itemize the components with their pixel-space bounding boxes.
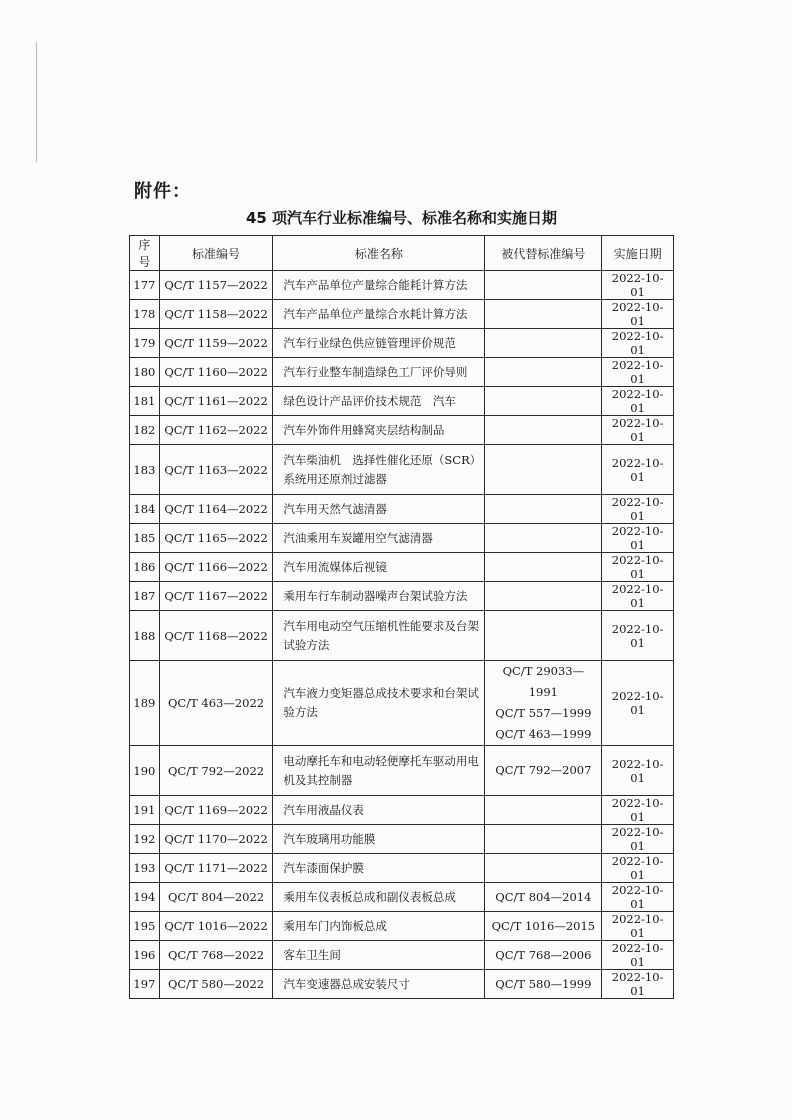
cell-replaced <box>485 746 602 796</box>
cell-seq: 190 <box>130 746 160 796</box>
cell-date: 2022-10-01 <box>602 271 674 300</box>
cell-code: QC/T 580—2022 <box>159 970 273 999</box>
cell-replaced <box>485 912 602 941</box>
cell-code: QC/T 768—2022 <box>159 941 273 970</box>
cell-date: 2022-10-01 <box>602 445 674 495</box>
cell-date: 2022-10-01 <box>602 941 674 970</box>
cell-seq: 191 <box>130 796 160 825</box>
cell-code: QC/T 463—2022 <box>159 661 273 746</box>
cell-replaced <box>485 582 602 611</box>
cell-seq: 195 <box>130 912 160 941</box>
cell-date: 2022-10-01 <box>602 300 674 329</box>
cell-replaced <box>485 300 602 329</box>
replaced-standard: QC/T 804—2014 <box>495 889 592 904</box>
cell-date: 2022-10-01 <box>602 854 674 883</box>
replaced-standard: QC/T 1016—2015 <box>491 918 596 933</box>
cell-replaced <box>485 271 602 300</box>
table-row <box>130 387 674 416</box>
cell-seq: 184 <box>130 495 160 524</box>
cell-name: 乘用车门内饰板总成 <box>273 912 485 941</box>
cell-replaced <box>485 825 602 854</box>
cell-code: QC/T 1165—2022 <box>159 524 273 553</box>
cell-seq: 188 <box>130 611 160 661</box>
cell-seq: 178 <box>130 300 160 329</box>
cell-replaced <box>485 524 602 553</box>
table-body <box>130 271 674 999</box>
cell-code: QC/T 1016—2022 <box>159 912 273 941</box>
document-title: 45 项汽车行业标准编号、标准名称和实施日期 <box>245 209 558 227</box>
cell-date: 2022-10-01 <box>602 582 674 611</box>
cell-code: QC/T 1167—2022 <box>159 582 273 611</box>
cell-date: 2022-10-01 <box>602 358 674 387</box>
replaced-standard: QC/T 557—1999 <box>495 706 592 720</box>
cell-name: 汽车产品单位产量综合能耗计算方法 <box>273 271 485 300</box>
cell-date: 2022-10-01 <box>602 912 674 941</box>
cell-seq: 193 <box>130 854 160 883</box>
cell-date: 2022-10-01 <box>602 416 674 445</box>
cell-replaced <box>485 661 602 746</box>
cell-date: 2022-10-01 <box>602 796 674 825</box>
table-row <box>130 883 674 912</box>
cell-replaced <box>485 445 602 495</box>
cell-name: 汽车行业整车制造绿色工厂评价导则 <box>273 358 485 387</box>
cell-replaced <box>485 358 602 387</box>
table-row <box>130 524 674 553</box>
header-seq: 序号 <box>130 236 160 271</box>
table-row <box>130 970 674 999</box>
replaced-standard: QC/T 792—2007 <box>495 763 592 777</box>
cell-name: 汽油乘用车炭罐用空气滤清器 <box>273 524 485 553</box>
table-row <box>130 912 674 941</box>
cell-seq: 196 <box>130 941 160 970</box>
cell-code: QC/T 1158—2022 <box>159 300 273 329</box>
cell-code: QC/T 1163—2022 <box>159 445 273 495</box>
cell-replaced <box>485 941 602 970</box>
cell-name: 汽车玻璃用功能膜 <box>273 825 485 854</box>
cell-name: 汽车用液晶仪表 <box>273 796 485 825</box>
table-row <box>130 746 674 796</box>
table-row <box>130 271 674 300</box>
cell-code: QC/T 1161—2022 <box>159 387 273 416</box>
table-row <box>130 611 674 661</box>
table-header-row <box>130 236 674 271</box>
cell-seq: 187 <box>130 582 160 611</box>
cell-date: 2022-10-01 <box>602 387 674 416</box>
cell-code: QC/T 1171—2022 <box>159 854 273 883</box>
cell-code: QC/T 1166—2022 <box>159 553 273 582</box>
cell-name: 乘用车行车制动器噪声台架试验方法 <box>273 582 485 611</box>
cell-replaced <box>485 416 602 445</box>
header-replaced: 被代替标准编号 <box>485 236 602 271</box>
cell-date: 2022-10-01 <box>602 746 674 796</box>
table-row <box>130 796 674 825</box>
cell-code: QC/T 804—2022 <box>159 883 273 912</box>
cell-code: QC/T 1159—2022 <box>159 329 273 358</box>
replaced-standard: QC/T 580—1999 <box>495 976 592 991</box>
cell-seq: 181 <box>130 387 160 416</box>
cell-name: 汽车产品单位产量综合水耗计算方法 <box>273 300 485 329</box>
cell-code: QC/T 792—2022 <box>159 746 273 796</box>
cell-seq: 180 <box>130 358 160 387</box>
cell-name: 汽车用天然气滤清器 <box>273 495 485 524</box>
cell-replaced <box>485 329 602 358</box>
cell-date: 2022-10-01 <box>602 970 674 999</box>
cell-code: QC/T 1169—2022 <box>159 796 273 825</box>
cell-seq: 186 <box>130 553 160 582</box>
cell-name: 汽车行业绿色供应链管理评价规范 <box>273 329 485 358</box>
cell-date: 2022-10-01 <box>602 661 674 746</box>
cell-seq: 182 <box>130 416 160 445</box>
cell-code: QC/T 1168—2022 <box>159 611 273 661</box>
cell-name: 汽车液力变矩器总成技术要求和台架试验方法 <box>273 661 485 746</box>
cell-seq: 183 <box>130 445 160 495</box>
cell-date: 2022-10-01 <box>602 524 674 553</box>
table-row <box>130 661 674 746</box>
cell-replaced <box>485 387 602 416</box>
cell-replaced <box>485 553 602 582</box>
cell-code: QC/T 1160—2022 <box>159 358 273 387</box>
header-name: 标准名称 <box>273 236 485 271</box>
standards-table <box>129 235 674 999</box>
cell-name: 汽车变速器总成安装尺寸 <box>273 970 485 999</box>
table-row <box>130 553 674 582</box>
cell-name: 乘用车仪表板总成和副仪表板总成 <box>273 883 485 912</box>
cell-name: 汽车柴油机 选择性催化还原（SCR）系统用还原剂过滤器 <box>273 445 485 495</box>
cell-name: 客车卫生间 <box>273 941 485 970</box>
table-row <box>130 445 674 495</box>
header-code: 标准编号 <box>159 236 273 271</box>
header-date: 实施日期 <box>602 236 674 271</box>
cell-replaced <box>485 883 602 912</box>
table-row <box>130 358 674 387</box>
table-row <box>130 582 674 611</box>
table-row <box>130 941 674 970</box>
table-row <box>130 825 674 854</box>
attachment-label: 附件： <box>134 181 191 202</box>
cell-name: 汽车用流媒体后视镜 <box>273 553 485 582</box>
cell-date: 2022-10-01 <box>602 495 674 524</box>
cell-code: QC/T 1170—2022 <box>159 825 273 854</box>
cell-name: 汽车外饰件用蜂窝夹层结构制品 <box>273 416 485 445</box>
cell-code: QC/T 1164—2022 <box>159 495 273 524</box>
replaced-standard: QC/T 463—1999 <box>495 727 592 741</box>
cell-seq: 197 <box>130 970 160 999</box>
table-row <box>130 329 674 358</box>
replaced-standard: QC/T 768—2006 <box>495 947 592 962</box>
cell-code: QC/T 1162—2022 <box>159 416 273 445</box>
cell-seq: 189 <box>130 661 160 746</box>
cell-name: 电动摩托车和电动轻便摩托车驱动用电机及其控制器 <box>273 746 485 796</box>
cell-date: 2022-10-01 <box>602 883 674 912</box>
cell-date: 2022-10-01 <box>602 329 674 358</box>
cell-seq: 192 <box>130 825 160 854</box>
cell-seq: 177 <box>130 271 160 300</box>
scan-edge-line <box>36 42 37 162</box>
cell-replaced <box>485 796 602 825</box>
cell-replaced <box>485 495 602 524</box>
cell-name: 汽车用电动空气压缩机性能要求及台架试验方法 <box>273 611 485 661</box>
cell-name: 汽车漆面保护膜 <box>273 854 485 883</box>
replaced-standard: QC/T 29033—1991 <box>502 664 585 699</box>
cell-seq: 185 <box>130 524 160 553</box>
cell-date: 2022-10-01 <box>602 553 674 582</box>
table-row <box>130 854 674 883</box>
cell-seq: 194 <box>130 883 160 912</box>
cell-date: 2022-10-01 <box>602 825 674 854</box>
cell-name: 绿色设计产品评价技术规范 汽车 <box>273 387 485 416</box>
cell-date: 2022-10-01 <box>602 611 674 661</box>
table-row <box>130 416 674 445</box>
cell-replaced <box>485 854 602 883</box>
table-row <box>130 300 674 329</box>
cell-seq: 179 <box>130 329 160 358</box>
table-row <box>130 495 674 524</box>
cell-code: QC/T 1157—2022 <box>159 271 273 300</box>
cell-replaced <box>485 611 602 661</box>
cell-replaced <box>485 970 602 999</box>
